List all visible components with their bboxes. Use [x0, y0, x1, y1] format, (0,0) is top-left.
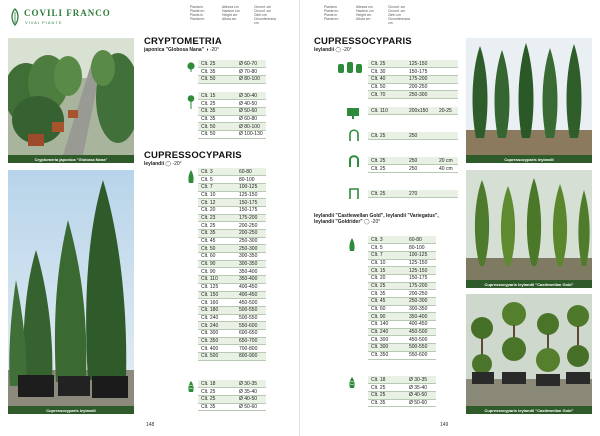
table-row — [198, 403, 266, 411]
table-row — [368, 274, 436, 282]
table-cupresso-right-2 — [368, 107, 458, 115]
table-row — [368, 290, 436, 298]
table-cell: Clt. 15 — [198, 92, 236, 100]
table-row — [368, 305, 436, 313]
table-cell: Clt. 18 — [198, 380, 236, 388]
header-col-1: Pianta in Plante en Plants in Planta en — [324, 5, 339, 21]
caption-leylandii: Cupressocyparis leylandii — [8, 406, 134, 414]
table-cupresso-right-5 — [368, 190, 458, 198]
table-row — [368, 351, 436, 359]
table-cell: Clt. 7 — [198, 183, 236, 191]
table-cell: Clt. 35 — [198, 107, 236, 115]
table-cell: Clt. 90 — [368, 313, 406, 321]
table-cell: Clt. 25 — [198, 100, 236, 108]
table-cell: 450-500 — [236, 299, 266, 307]
table-row — [198, 130, 266, 138]
wall-shape-icon — [346, 107, 360, 119]
caption-castlewellan-2: Cupressocyparis leylandii "Castlewellan Gold" — [466, 406, 592, 414]
table-cell: Clt. 240 — [198, 322, 236, 330]
table-cell: Clt. 50 — [198, 245, 236, 253]
table-row — [198, 237, 266, 245]
table-cell: 250 — [406, 132, 436, 140]
table-cell: Clt. 15 — [368, 267, 406, 275]
table-cell: 350-400 — [236, 268, 266, 276]
table-row — [198, 253, 266, 261]
table-cell: 100-125 — [236, 183, 266, 191]
section-subtitle-cupresso-left: leylandii ◯ -20° — [144, 161, 182, 167]
table-cell: Clt. 25 — [198, 395, 236, 403]
arch-pillar-icon — [349, 155, 359, 167]
table-cell: Clt. 35 — [198, 68, 236, 76]
section-subtitle-cryptomeria: japonica "Globosa Nana" ◑ -20° — [144, 47, 220, 53]
table-cell: Clt. 300 — [368, 344, 406, 352]
table-cell: 400-450 — [236, 283, 266, 291]
standard-tree-icon — [186, 95, 196, 109]
header-col-3: Circonf. cm Circonf. cm Girth cm Circunferencia cm — [254, 5, 276, 25]
table-row — [198, 60, 266, 68]
table-cell: 200-250 — [406, 290, 436, 298]
table-cell: 150-175 — [406, 274, 436, 282]
table-cryptomeria-1 — [198, 60, 266, 84]
table-cell: Clt. 50 — [198, 123, 236, 131]
table-cupresso-left-2 — [198, 380, 266, 411]
brand-logo — [10, 6, 130, 32]
table-cell: Clt. 20 — [368, 274, 406, 282]
table-cell: Ø 35-40 — [406, 384, 436, 392]
table-cell: Clt. 240 — [198, 314, 236, 322]
header-col-2: Altezza cm Hauteur cm Height cm Altura cm — [356, 5, 374, 21]
table-row — [368, 399, 436, 407]
table-cell: 200-250 — [236, 222, 266, 230]
table-cell: Clt. 240 — [368, 328, 406, 336]
section-title-cryptomeria: CRYPTOMETRIA — [144, 36, 222, 47]
table-row — [368, 107, 458, 115]
caption-castlewellan-1: Cupressocyparis leylandii "Castlewellan Gold" — [466, 280, 592, 288]
table-cell: 300-350 — [236, 253, 266, 261]
table-cell: Clt. 25 — [198, 60, 236, 68]
table-cell: 200-250 — [406, 83, 436, 91]
table-cell: 800-900 — [236, 353, 266, 361]
table-row — [198, 322, 266, 330]
table-row — [198, 245, 266, 253]
table-cell: 250 — [406, 165, 436, 173]
table-cell: Clt. 35 — [368, 290, 406, 298]
table-cell: 270 — [406, 190, 436, 198]
table-cell: 550-600 — [406, 351, 436, 359]
table-row — [368, 344, 436, 352]
table-cell: Clt. 160 — [198, 299, 236, 307]
table-row — [368, 91, 458, 99]
table-row — [198, 283, 266, 291]
table-row — [368, 321, 436, 329]
table-row — [198, 395, 266, 403]
caption-leylandii-row: Cupressocyparis leylandii — [466, 155, 592, 163]
table-cupresso-right-4 — [368, 157, 458, 173]
table-cell: 250-300 — [236, 245, 266, 253]
globe-shape-icon — [186, 62, 196, 72]
table-cell: Clt. 7 — [368, 251, 406, 259]
table-cell: Ø 40-50 — [406, 391, 436, 399]
table-row — [368, 282, 436, 290]
table-cell: 125-150 — [406, 259, 436, 267]
table-cell: Clt. 140 — [368, 321, 406, 329]
frame-shape-icon — [349, 187, 359, 199]
table-cell: Clt. 50 — [198, 75, 236, 83]
table-row — [198, 176, 266, 184]
table-cell: Ø 30-35 — [406, 376, 436, 384]
table-cell: Clt. 90 — [198, 268, 236, 276]
table-cell: Clt. 23 — [198, 214, 236, 222]
table-cell: Clt. 90 — [198, 260, 236, 268]
table-cell — [436, 75, 458, 83]
table-cell: 250 — [406, 157, 436, 165]
conical-tree-icon — [348, 238, 356, 252]
table-cell: Clt. 40 — [368, 75, 406, 83]
table-row — [198, 260, 266, 268]
table-row — [198, 306, 266, 314]
table-row — [198, 75, 266, 83]
table-cell: 150-175 — [406, 68, 436, 76]
table-cell: 175-200 — [236, 214, 266, 222]
table-cell: Clt. 70 — [368, 91, 406, 99]
table-cell: 80-100 — [406, 244, 436, 252]
table-cell: Clt. 60 — [368, 305, 406, 313]
table-row — [198, 199, 266, 207]
table-cell: Clt. 45 — [368, 298, 406, 306]
section-title-cupresso-left: CUPRESSOCYPARIS — [144, 150, 242, 161]
table-cell: Clt. 350 — [368, 351, 406, 359]
table-row — [368, 68, 458, 76]
table-cell: 400-450 — [236, 291, 266, 299]
table-cell: 125-150 — [236, 191, 266, 199]
table-cell: Clt. 18 — [368, 376, 406, 384]
table-cell — [436, 68, 458, 76]
table-cell — [436, 83, 458, 91]
table-cell: Ø 80-100 — [236, 123, 266, 131]
table-cell: Ø 40-50 — [236, 395, 266, 403]
table-row — [368, 391, 436, 399]
table-row — [198, 206, 266, 214]
table-row — [368, 75, 458, 83]
hedge-icon — [338, 62, 362, 74]
table-row — [198, 268, 266, 276]
header-col-2: Altezza cm Hauteur cm Height cm Altura cm — [222, 5, 240, 21]
table-cell: Clt. 50 — [368, 83, 406, 91]
table-cell: Clt. 150 — [198, 291, 236, 299]
table-cell: Clt. 10 — [198, 191, 236, 199]
table-cell: Clt. 20 — [198, 206, 236, 214]
photo-leylandii-row — [466, 38, 592, 155]
table-row — [198, 100, 266, 108]
table-cell: 250-300 — [236, 237, 266, 245]
table-cell: Clt. 30 — [368, 68, 406, 76]
table-cell: Clt. 25 — [368, 165, 406, 173]
table-row — [198, 107, 266, 115]
table-row — [198, 337, 266, 345]
table-cell: Clt. 25 — [368, 60, 406, 68]
table-row — [368, 376, 436, 384]
table-cell: 300-350 — [406, 305, 436, 313]
table-cell: Clt. 125 — [198, 283, 236, 291]
table-cell: Clt. 180 — [198, 306, 236, 314]
table-cell: 80-100 — [236, 176, 266, 184]
header-col-3: Circonf. cm Circonf. cm Girth cm Circunferencia cm — [388, 5, 410, 25]
table-cell: Clt. 3 — [368, 236, 406, 244]
table-cell: Ø 60-70 — [236, 60, 266, 68]
table-cupresso-right-1 — [368, 60, 458, 99]
table-cell: Clt. 25 — [198, 388, 236, 396]
table-cell: Clt. 25 — [368, 157, 406, 165]
table-row — [368, 251, 436, 259]
table-cell: Clt. 25 — [368, 190, 406, 198]
table-cell: Clt. 35 — [198, 403, 236, 411]
arch-shape-icon — [349, 129, 359, 141]
table-cell: Ø 35-40 — [236, 388, 266, 396]
table-row — [368, 157, 458, 165]
table-cupresso-right-3 — [368, 132, 458, 140]
table-row — [368, 60, 458, 68]
frost-icon: ◯ — [335, 47, 343, 53]
photo-leylandii — [8, 170, 134, 406]
table-cell: Clt. 45 — [198, 237, 236, 245]
table-cell: 450-500 — [406, 336, 436, 344]
table-cell: 550-600 — [236, 322, 266, 330]
table-row — [198, 353, 266, 361]
table-cell: Ø 50-60 — [236, 403, 266, 411]
section-subtitle-cupresso-right: leylandii ◯ -20° — [314, 47, 352, 53]
brand-name: COVILI FRANCO — [24, 8, 111, 18]
photo-cryptomeria — [8, 38, 134, 155]
table-cell: Clt. 35 — [198, 230, 236, 238]
spiral-tree-icon — [187, 381, 195, 393]
table-cell: 450-500 — [406, 328, 436, 336]
table-cell: Ø 30-40 — [236, 92, 266, 100]
table-cell — [436, 91, 458, 99]
table-row — [198, 68, 266, 76]
table-row — [198, 230, 266, 238]
table-row — [198, 291, 266, 299]
table-row — [198, 276, 266, 284]
table-row — [198, 92, 266, 100]
table-row — [368, 165, 458, 173]
table-cell: Clt. 25 — [368, 282, 406, 290]
table-row — [198, 214, 266, 222]
table-row — [198, 123, 266, 131]
section-subtitle-varieties: leylandii "Castlewellan Gold", leylandii "Variegatus", leylandii "Goldrider" ◯ -20° — [314, 213, 439, 225]
frost-icon: ◯ — [165, 161, 173, 167]
table-cell: 650-700 — [236, 337, 266, 345]
table-cell: Clt. 300 — [368, 336, 406, 344]
table-cell: Clt. 50 — [198, 130, 236, 138]
conical-tree-icon — [187, 170, 195, 184]
header-legend-right — [324, 5, 414, 25]
table-cell: Clt. 500 — [198, 353, 236, 361]
header-col-1: Pianta in Plante en Plants in Planta en — [190, 5, 205, 21]
table-cell: 175-200 — [406, 282, 436, 290]
table-cell: Ø 30-35 — [236, 380, 266, 388]
table-row — [198, 115, 266, 123]
frost-icon: ◯ — [362, 219, 372, 225]
table-cell: Clt. 400 — [198, 345, 236, 353]
table-cell: 100-125 — [406, 251, 436, 259]
table-cell: Clt. 5 — [198, 176, 236, 184]
table-row — [368, 132, 458, 140]
table-row — [368, 298, 436, 306]
table-cell: 20-25 — [436, 107, 458, 115]
table-cell: Ø 50-60 — [406, 399, 436, 407]
table-cell — [436, 132, 458, 140]
table-cell: Ø 80-100 — [236, 75, 266, 83]
table-row — [368, 384, 436, 392]
table-cell: 500-550 — [406, 344, 436, 352]
section-title-cupresso-right: CUPRESSOCYPARIS — [314, 36, 412, 47]
table-cell: 350-400 — [406, 313, 436, 321]
table-cell: Clt. 25 — [368, 391, 406, 399]
table-row — [198, 329, 266, 337]
table-cell: 500-550 — [236, 306, 266, 314]
table-cell: 60-80 — [236, 168, 266, 176]
table-row — [368, 267, 436, 275]
table-cell: 250-300 — [406, 91, 436, 99]
table-row — [198, 168, 266, 176]
table-row — [368, 336, 436, 344]
table-cell: Clt. 5 — [368, 244, 406, 252]
table-cell: 350-400 — [236, 276, 266, 284]
table-cell: 400-450 — [406, 321, 436, 329]
table-cell: 600-650 — [236, 329, 266, 337]
table-cell: Clt. 110 — [198, 276, 236, 284]
table-cell: Clt. 350 — [198, 337, 236, 345]
caption-cryptomeria: Cryptomeria japonica "Globosa Nana" — [8, 155, 134, 163]
table-cell: Clt. 12 — [198, 199, 236, 207]
table-cell: 200-250 — [236, 230, 266, 238]
table-cell: Ø 40-50 — [236, 100, 266, 108]
page-number-left: 148 — [146, 422, 155, 428]
right-page — [300, 0, 600, 436]
table-row — [368, 313, 436, 321]
table-cell — [436, 190, 458, 198]
table-row — [198, 345, 266, 353]
page-number-right: 149 — [440, 422, 449, 428]
table-cell: Ø 50-60 — [236, 107, 266, 115]
table-cell: 125-150 — [406, 60, 436, 68]
table-cell: 20 cm — [436, 157, 458, 165]
table-cell: Ø 60-80 — [236, 115, 266, 123]
table-cell: 300-350 — [236, 260, 266, 268]
brand-sub: VIVAI PIANTE — [25, 20, 63, 25]
table-row — [368, 83, 458, 91]
table-cell: Ø 100-130 — [236, 130, 266, 138]
table-cell: 60-80 — [406, 236, 436, 244]
table-row — [198, 388, 266, 396]
table-cell: 150-175 — [236, 199, 266, 207]
table-cell: 125-150 — [406, 267, 436, 275]
table-cell: Clt. 110 — [368, 107, 406, 115]
table-varieties-2 — [368, 376, 436, 407]
spiral-tree-icon — [348, 377, 356, 389]
table-cell: Ø 70-80 — [236, 68, 266, 76]
table-row — [198, 222, 266, 230]
photo-castlewellan-2 — [466, 294, 592, 406]
table-cell: 40 cm — [436, 165, 458, 173]
table-cell: Clt. 60 — [198, 253, 236, 261]
table-cell: Clt. 25 — [198, 222, 236, 230]
table-cell: 175-200 — [406, 75, 436, 83]
table-row — [198, 183, 266, 191]
table-cell: 200x150 — [406, 107, 436, 115]
table-row — [198, 380, 266, 388]
table-cryptomeria-2 — [198, 92, 266, 139]
table-cell: Clt. 3 — [198, 168, 236, 176]
table-cell: Clt. 25 — [368, 384, 406, 392]
table-cell: 700-800 — [236, 345, 266, 353]
leaf-logo-icon — [10, 8, 20, 26]
table-row — [368, 236, 436, 244]
table-row — [368, 259, 436, 267]
table-cupresso-left-1 — [198, 168, 266, 361]
table-row — [368, 328, 436, 336]
table-cell: Clt. 10 — [368, 259, 406, 267]
photo-castlewellan-1 — [466, 170, 592, 280]
table-row — [198, 299, 266, 307]
table-row — [368, 190, 458, 198]
table-row — [198, 314, 266, 322]
table-cell: Clt. 35 — [198, 115, 236, 123]
header-legend — [190, 5, 280, 25]
table-cell — [436, 60, 458, 68]
table-cell: Clt. 300 — [198, 329, 236, 337]
frost-icon: ◑ — [205, 47, 210, 53]
table-varieties-1 — [368, 236, 436, 360]
table-row — [368, 244, 436, 252]
table-row — [198, 191, 266, 199]
table-cell: 500-550 — [236, 314, 266, 322]
table-cell: 250-300 — [406, 298, 436, 306]
table-cell: Clt. 35 — [368, 399, 406, 407]
table-cell: 150-175 — [236, 206, 266, 214]
table-cell: Clt. 25 — [368, 132, 406, 140]
